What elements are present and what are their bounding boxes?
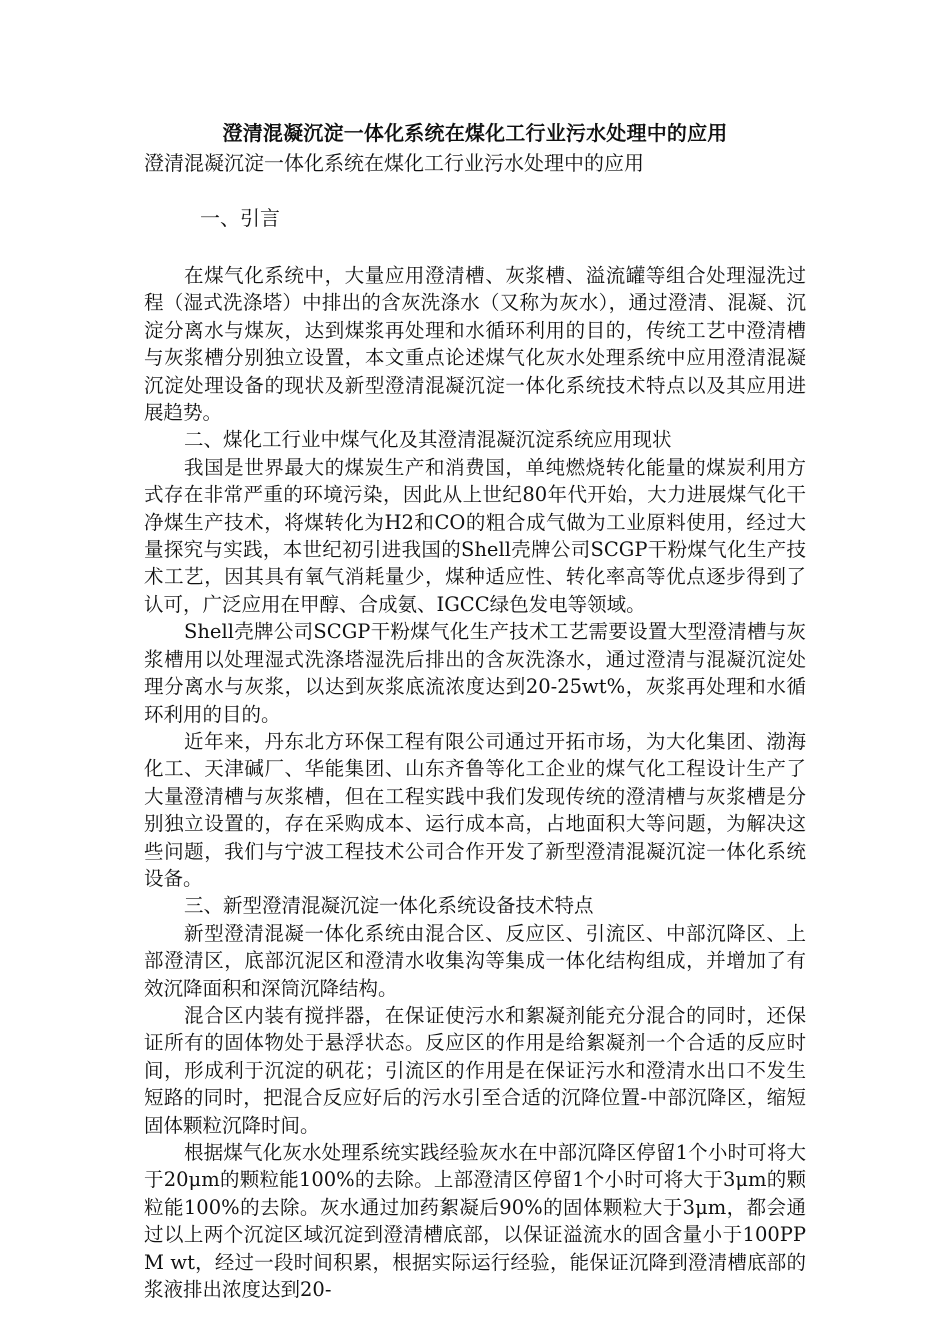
section-heading-current-status: 二、煤化工行业中煤气化及其澄清混凝沉淀系统应用现状 [184,428,672,452]
paragraph-introduction: 在煤气化系统中，大量应用澄清槽、灰浆槽、溢流罐等组合处理湿洗过程（湿式洗涤塔）中排出的含灰洗涤水（又称为灰水），通过澄清、混凝、沉淀分离水与煤灰，达到煤浆再处理和水循环利用的目的，传统工艺中澄清槽与灰浆槽分别独立设置，本文重点论述煤气化灰水处理系统中应用澄清混凝沉淀处理设备的现状及新型澄清混凝沉淀一体化系统技术特点以及其应用进展趋势。 [144,264,806,425]
document-subtitle: 澄清混凝沉淀一体化系统在煤化工行业污水处理中的应用 [144,151,644,175]
section-heading-technical-features: 三、新型澄清混凝沉淀一体化系统设备技术特点 [184,894,594,918]
document-page [144,118,806,1303]
paragraph-zone-functions: 混合区内装有搅拌器，在保证使污水和絮凝剂能充分混合的同时，还保证所有的固体物处于悬浮状态。反应区的作用是给絮凝剂一个合适的反应时间，形成利于沉淀的矾花；引流区的作用是在保证污水和澄清水出口不发生短路的同时，把混合反应好后的污水引至合适的沉降位置-中部沉降区，缩短固体颗粒沉降时间。 [144,1003,806,1137]
document-title: 澄清混凝沉淀一体化系统在煤化工行业污水处理中的应用 [222,121,728,145]
paragraph-coal-gasification: 我国是世界最大的煤炭生产和消费国，单纯燃烧转化能量的煤炭利用方式存在非常严重的环境污染，因此从上世纪80年代开始，大力进展煤气化干净煤生产技术，将煤转化为H2和CO的粗合成气做为工业原料使用，经过大量探究与实践，本世纪初引进我国的Shell壳牌公司SCGP干粉煤气化生产技术工艺，因其具有氧气消耗量少，煤种适应性、转化率高等优点逐步得到了认可，广泛应用在甲醇、合成氨、IGCC绿色发电等领域。 [144,455,806,616]
paragraph-settling-performance: 根据煤气化灰水处理系统实践经验灰水在中部沉降区停留1个小时可将大于20μm的颗粒能100%的去除。上部澄清区停留1个小时可将大于3μm的颗粒能100%的去除。灰水通过加药絮凝后90%的固体颗粒大于3μm，都会通过以上两个沉淀区域沉淀到澄清槽底部，以保证溢流水的固含量小于100PPM wt，经过一段时间积累，根据实际运行经验，能保证沉降到澄清槽底部的浆液排出浓度达到20- [144,1141,806,1302]
paragraph-system-structure: 新型澄清混凝一体化系统由混合区、反应区、引流区、中部沉降区、上部澄清区，底部沉泥区和澄清水收集沟等集成一体化结构组成，并增加了有效沉降面积和深筒沉降结构。 [144,921,806,1000]
paragraph-company-practice: 近年来，丹东北方环保工程有限公司通过开拓市场，为大化集团、渤海化工、天津碱厂、华能集团、山东齐鲁等化工企业的煤气化工程设计生产了大量澄清槽与灰浆槽，但在工程实践中我们发现传统的澄清槽与灰浆槽是分别独立设置的，存在采购成本、运行成本高，占地面积大等问题，为解决这些问题，我们与宁波工程技术公司合作开发了新型澄清混凝沉淀一体化系统设备。 [144,729,806,890]
section-heading-introduction: 一、引言 [200,206,280,230]
paragraph-shell-scgp: Shell壳牌公司SCGP干粉煤气化生产技术工艺需要设置大型澄清槽与灰浆槽用以处理湿式洗涤塔湿洗后排出的含灰洗涤水，通过澄清与混凝沉淀处理分离水与灰浆，以达到灰浆底流浓度达到20-25wt%，灰浆再处理和水循环利用的目的。 [144,620,806,726]
